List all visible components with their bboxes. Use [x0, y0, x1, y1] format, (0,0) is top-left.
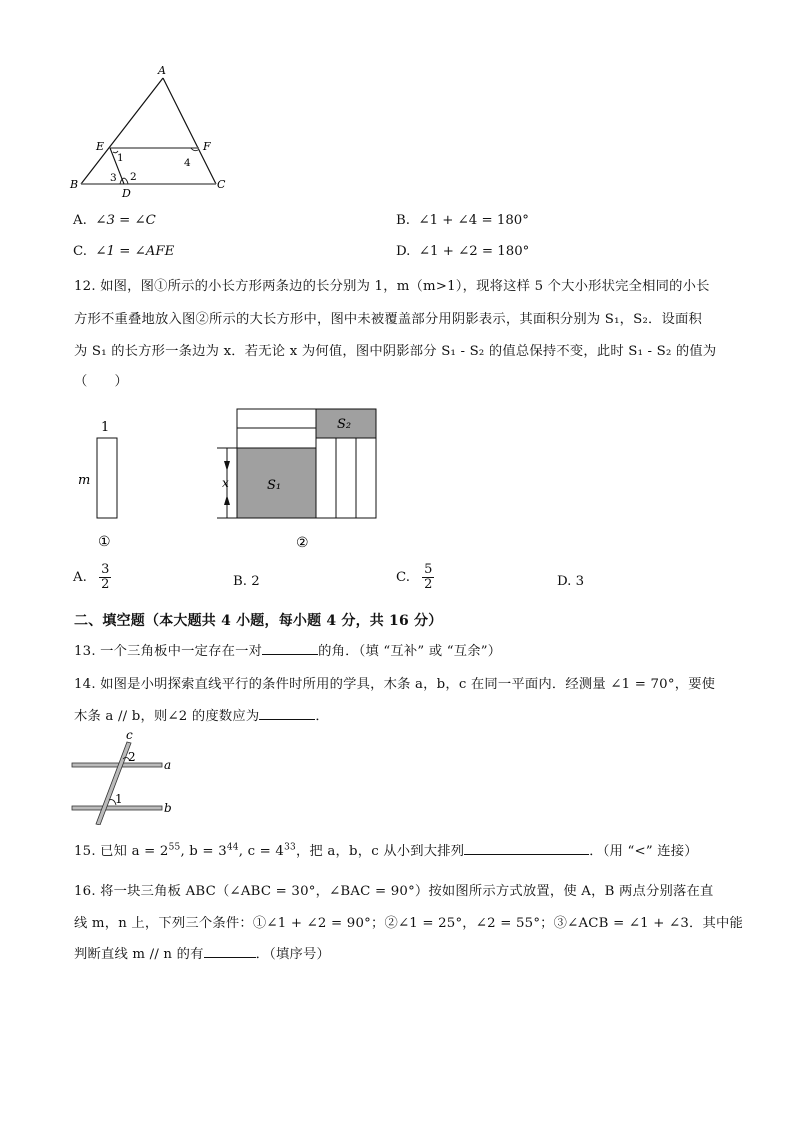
svg-text:A: A — [158, 64, 166, 77]
svg-text:1: 1 — [115, 792, 123, 806]
q12-option-c: C. $\frac{5}{2}$ — [396, 562, 433, 592]
q12-figure-1 — [70, 410, 140, 550]
svg-text:2: 2 — [128, 750, 136, 764]
svg-text:1: 1 — [117, 152, 124, 164]
q14-parallel-lines-figure — [60, 725, 260, 825]
svg-text:m: m — [78, 473, 91, 488]
svg-text:S₂: S₂ — [337, 417, 352, 432]
q14-text-line1: 14. 如图是小明探索直线平行的条件时所用的学具，木条 a，b，c 在同一平面内．经测量 ∠1 = 70°，要使 — [74, 677, 716, 692]
q16-answer-blank[interactable] — [204, 945, 256, 958]
q16-text-line1: 16. 将一块三角板 ABC（∠ABC = 30°，∠BAC = 90°）按如图所示方式放置，使 A，B 两点分别落在直 — [74, 884, 714, 899]
svg-text:S₁: S₁ — [267, 478, 282, 493]
svg-text:x: x — [222, 476, 229, 490]
q15-text: 15. 已知 $a = 2^{55}$, $b = 3^{44}$, $c = 4^{33}$，把 a，b，c 从小到大排列 ．（用 “<” 连接） — [74, 842, 698, 859]
q13-answer-blank[interactable] — [262, 642, 318, 655]
svg-text:a: a — [164, 758, 172, 772]
svg-text:4: 4 — [184, 157, 191, 169]
q11-option-a: A. ∠3 = ∠C — [73, 213, 156, 228]
svg-text:①: ① — [98, 534, 111, 550]
q11-triangle-figure — [60, 60, 240, 200]
svg-text:3: 3 — [110, 172, 117, 184]
q12-figure-2 — [215, 405, 385, 555]
svg-text:C: C — [217, 178, 226, 191]
svg-text:1: 1 — [101, 420, 110, 435]
q12-option-a: A. $\frac{3}{2}$ — [73, 562, 110, 592]
q15-answer-blank[interactable] — [464, 842, 589, 855]
q12-option-b: B. 2 — [233, 574, 260, 589]
section-2-heading: 二、填空题（本大题共 4 小题，每小题 4 分，共 16 分） — [74, 613, 443, 629]
q13-text: 13. 一个三角板中一定存在一对 的角．（填 “互补” 或 “互余”） — [74, 644, 502, 659]
q12-text-line3: 为 S₁ 的长方形一条边为 x．若无论 x 为何值，图中阴影部分 S₁ - S₂ 的值总保持不变，此时 S₁ - S₂ 的值为 — [74, 344, 717, 359]
q14-answer-blank[interactable] — [259, 707, 315, 720]
q11-option-c: C. ∠1 = ∠AFE — [73, 244, 175, 259]
q16-text-line3: 判断直线 m // n 的有 ．（填序号） — [74, 947, 330, 962]
svg-text:c: c — [126, 728, 133, 742]
svg-text:b: b — [164, 801, 172, 815]
q11-option-d: D. ∠1 + ∠2 = 180° — [396, 244, 530, 259]
svg-text:B: B — [70, 178, 79, 191]
q16-text-line2: 线 m，n 上，下列三个条件：①∠1 + ∠2 = 90°；②∠1 = 25°，∠2 = 55°；③∠ACB = ∠1 + ∠3．其中能 — [74, 916, 744, 931]
q12-option-d: D. 3 — [557, 574, 585, 589]
q12-text-line1: 12. 如图，图①所示的小长方形两条边的长分别为 1，m（m>1），现将这样 5 个大小形状完全相同的小长 — [74, 279, 710, 294]
svg-text:F: F — [203, 140, 211, 153]
svg-text:2: 2 — [130, 171, 137, 183]
q12-text-line2: 方形不重叠地放入图②所示的大长方形中，图中未被覆盖部分用阴影表示，其面积分别为 S₁，S₂．设面积 — [74, 312, 702, 327]
svg-text:E: E — [96, 140, 105, 153]
q11-option-b: B. ∠1 + ∠4 = 180° — [396, 213, 529, 228]
svg-text:②: ② — [296, 535, 309, 551]
svg-text:D: D — [122, 187, 131, 200]
q14-text-line2: 木条 a // b，则∠2 的度数应为 ． — [74, 709, 329, 724]
q12-text-line4: （ ） — [74, 374, 128, 389]
